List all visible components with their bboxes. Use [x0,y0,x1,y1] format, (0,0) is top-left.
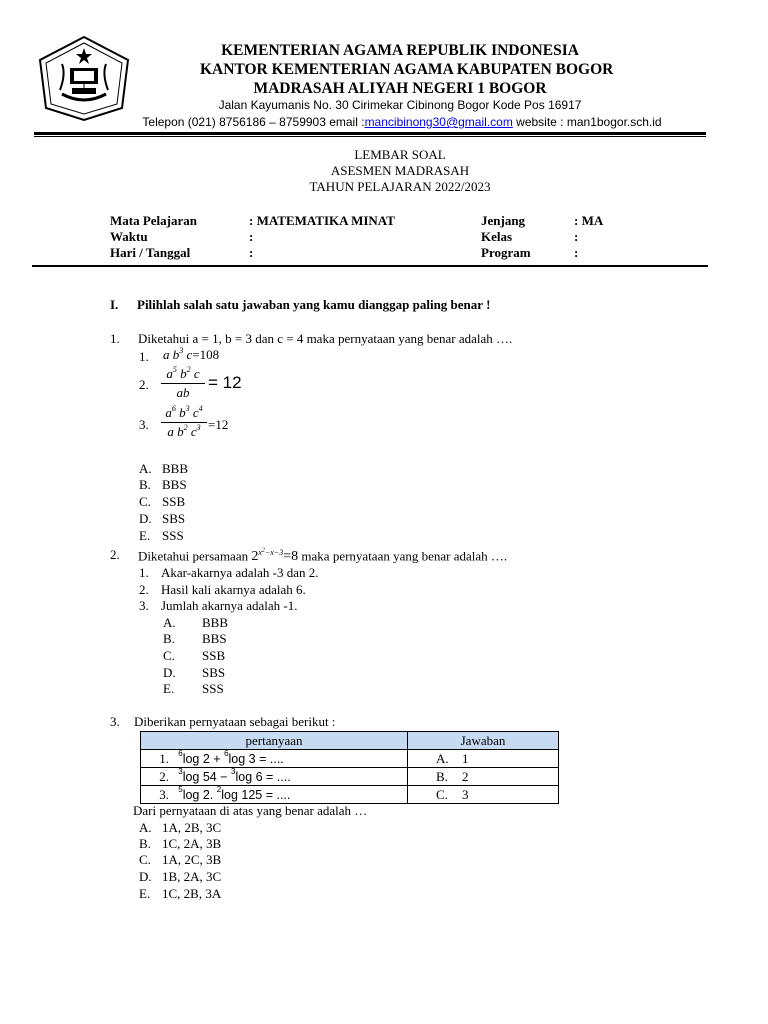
q1-option-e[interactable]: SSS [162,528,184,543]
q3-row-3-question: 3. $^5$log 2. $^2$log 125 = .... [141,786,408,804]
label-kelas: Kelas [481,229,513,244]
value-waktu: : [249,229,254,244]
q1-statement-3-rhs: =12 [208,417,229,432]
label-program: Program [481,245,531,260]
q3-row-1-question: 1. $^6$log 2 + $^6$log 3 = .... [141,750,408,768]
q3-option-e[interactable]: 1C, 2B, 3A [162,886,222,901]
q3-followup: Dari pernyataan di atas yang benar adalah … [133,803,368,818]
q1-option-c-letter: C. [139,494,151,509]
q1-statement-3-fraction: $a^6$ $b^3$ $c^4$ a $b^2$ $c^3$ [161,405,207,440]
q2-number: 2. [110,547,120,562]
q3-table-header [141,732,559,750]
q3-option-d-letter: D. [139,869,152,884]
title-lembar-soal: LEMBAR SOAL [354,147,446,162]
q1-option-e-letter: E. [139,528,151,543]
value-jenjang: : MA [574,213,604,228]
label-mata-pelajaran: Mata Pelajaran [110,213,198,228]
q3-number: 3. [110,714,120,729]
contact-phone: Telepon (021) 8756186 – 8759903 email : [142,115,365,129]
header-divider-thick [34,132,706,135]
q3-option-c-letter: C. [139,852,151,867]
q2-option-e[interactable]: SSS [202,681,224,696]
q3-row-2-question: 2. $^3$log 54 − $^3$log 6 = .... [141,768,408,786]
q3-option-e-letter: E. [139,886,151,901]
email-link[interactable]: mancibinong30@gmail.com [364,115,513,129]
q1-statement-2-rhs: = 12 [208,373,242,392]
q3-option-d[interactable]: 1B, 2A, 3C [162,869,222,884]
header-contact [60,115,744,129]
q1-number: 1. [110,331,120,346]
q1-option-a-letter: A. [139,461,152,476]
value-hari-tanggal: : [249,245,254,260]
q3-header-jawaban: Jawaban [408,732,559,750]
q3-option-a-letter: A. [139,820,152,835]
q2-option-b-letter: B. [163,631,175,646]
q1-statement-1-number: 1. [139,349,149,364]
kemenag-logo [36,34,132,122]
info-divider [32,265,708,267]
section-number: I. [110,297,119,312]
q1-option-c[interactable]: SSB [162,494,186,509]
table-row [141,750,559,768]
q2-option-b[interactable]: BBS [202,631,227,646]
q2-option-a-letter: A. [163,615,176,630]
q1-option-b[interactable]: BBS [162,477,187,492]
contact-website: website : man1bogor.sch.id [512,115,662,129]
q2-option-d[interactable]: SBS [202,665,226,680]
q3-option-a[interactable]: 1A, 2B, 3C [162,820,222,835]
q1-statement-2-fraction: $a^5$ $b^2$ c ab [161,366,205,401]
q1-text: Diketahui a = 1, b = 3 dan c = 4 maka pernyataan yang benar adalah …. [138,331,513,346]
q3-header-pertanyaan: pertanyaan [141,732,408,750]
title-tahun: TAHUN PELAJARAN 2022/2023 [309,179,491,194]
q1-statement-2-number: 2. [139,377,149,392]
q2-option-d-letter: D. [163,665,176,680]
q3-table [140,731,559,804]
header-ministry: KEMENTERIAN AGAMA REPUBLIK INDONESIA [221,42,579,59]
q3-text: Diberikan pernyataan sebagai berikut : [134,714,336,729]
q3-row-2-answer: B. 2 [408,768,559,786]
q3-option-b-letter: B. [139,836,151,851]
q2-option-a[interactable]: BBB [202,615,229,630]
section-instruction: Pilihlah salah satu jawaban yang kamu dianggap paling benar ! [137,297,491,312]
q1-option-a[interactable]: BBB [162,461,189,476]
value-program: : [574,245,579,260]
table-row [141,786,559,804]
q2-option-c[interactable]: SSB [202,648,226,663]
q3-option-c[interactable]: 1A, 2C, 3B [162,852,222,867]
q2-option-c-letter: C. [163,648,175,663]
header-address: Jalan Kayumanis No. 30 Cirimekar Cibinong Bogor Kode Pos 16917 [218,98,582,112]
q1-statement-3-number: 3. [139,417,149,432]
value-kelas: : [574,229,579,244]
title-asesmen: ASESMEN MADRASAH [330,163,470,178]
q1-option-d[interactable]: SBS [162,511,186,526]
q2-text: Diketahui persamaan $2^{x^2-x-3}=8$ maka pernyataan yang benar adalah …. [138,547,508,565]
header-school: MADRASAH ALIYAH NEGERI 1 BOGOR [253,80,547,97]
label-waktu: Waktu [110,229,148,244]
q2-statement-2: Hasil kali akarnya adalah 6. [161,582,306,597]
q1-statement-1: a $b^3$ c=108 [163,345,220,362]
header-divider-thin [34,136,706,137]
q2-statement-2-number: 2. [139,582,149,597]
q2-statement-1-number: 1. [139,565,149,580]
q1-option-d-letter: D. [139,511,152,526]
q2-option-e-letter: E. [163,681,175,696]
q2-statement-3-number: 3. [139,598,149,613]
q1-option-b-letter: B. [139,477,151,492]
q3-row-3-answer: C. 3 [408,786,559,804]
label-hari-tanggal: Hari / Tanggal [110,245,191,260]
q3-option-b[interactable]: 1C, 2A, 3B [162,836,222,851]
q2-statement-3: Jumlah akarnya adalah -1. [161,598,298,613]
value-mata-pelajaran: : MATEMATIKA MINAT [249,213,395,228]
header-office: KANTOR KEMENTERIAN AGAMA KABUPATEN BOGOR [200,61,614,78]
q2-statement-1: Akar-akarnya adalah -3 dan 2. [161,565,319,580]
q3-row-1-answer: A. 1 [408,750,559,768]
table-row [141,768,559,786]
label-jenjang: Jenjang [481,213,526,228]
